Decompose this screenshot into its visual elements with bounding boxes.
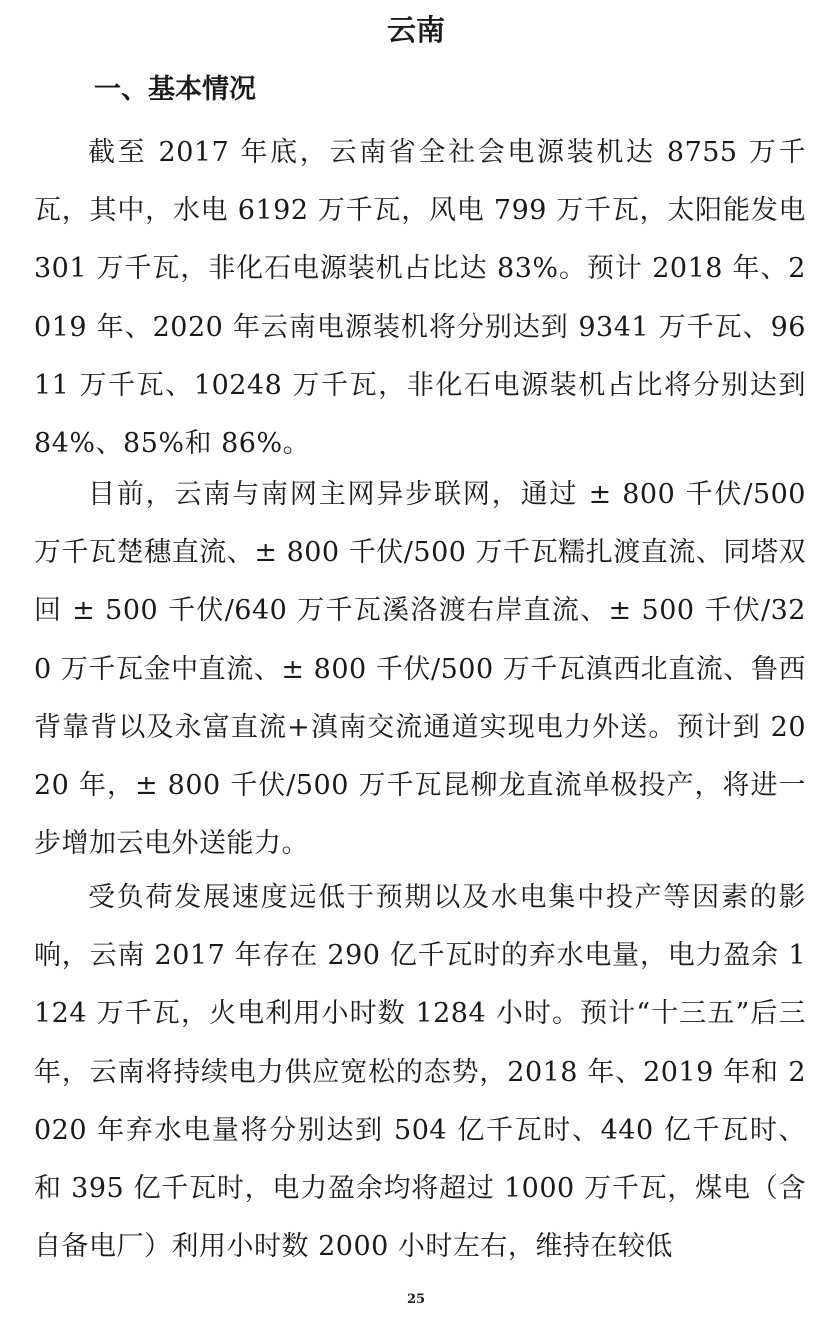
paragraph-power-transmission: 目前，云南与南网主网异步联网，通过 ± 800 千伏/500 万千瓦楚穗直流、± 800 千伏/500 万千瓦糯扎渡直流、同塔双回 ± 500 千伏/640 万千瓦溪洛渡右岸直流、± 500 千伏/320 万千瓦金中直流、± 800 千伏/500 万千瓦滇西北直流、鲁西背靠背以及永富直流+滇南交流通道实现电力外送。预计到 2020 年，± 800 千伏/500 万千瓦昆柳龙直流单极投产，将进一步增加云电外送能力。: [34, 479, 806, 860]
page-title: 云南: [386, 13, 445, 47]
page-number: 25: [406, 1292, 426, 1307]
section-heading: 一、基本情况: [94, 74, 256, 105]
paragraph-power-surplus: 受负荷发展速度远低于预期以及水电集中投产等因素的影响，云南 2017 年存在 290 亿千瓦时的弃水电量，电力盈余 1124 万千瓦，火电利用小时数 1284 小时。预计“十三五”后三年，云南将持续电力供应宽松的态势，2018 年、2019 年和 2020 年弃水电量将分别达到 504 亿千瓦时、440 亿千瓦时、和 395 亿千瓦时，电力盈余均将超过 1000 万千瓦，煤电（含自备电厂）利用小时数 2000 小时左右，维持在较低: [34, 882, 806, 1263]
paragraph-power-capacity: 截至 2017 年底，云南省全社会电源装机达 8755 万千瓦，其中，水电 6192 万千瓦，风电 799 万千瓦，太阳能发电 301 万千瓦，非化石电源装机占比达 83%。预计 2018 年、2019 年、2020 年云南电源装机将分别达到 9341 万千瓦、9611 万千瓦、10248 万千瓦，非化石电源装机占比将分别达到 84%、85%和 86%。: [34, 137, 806, 460]
